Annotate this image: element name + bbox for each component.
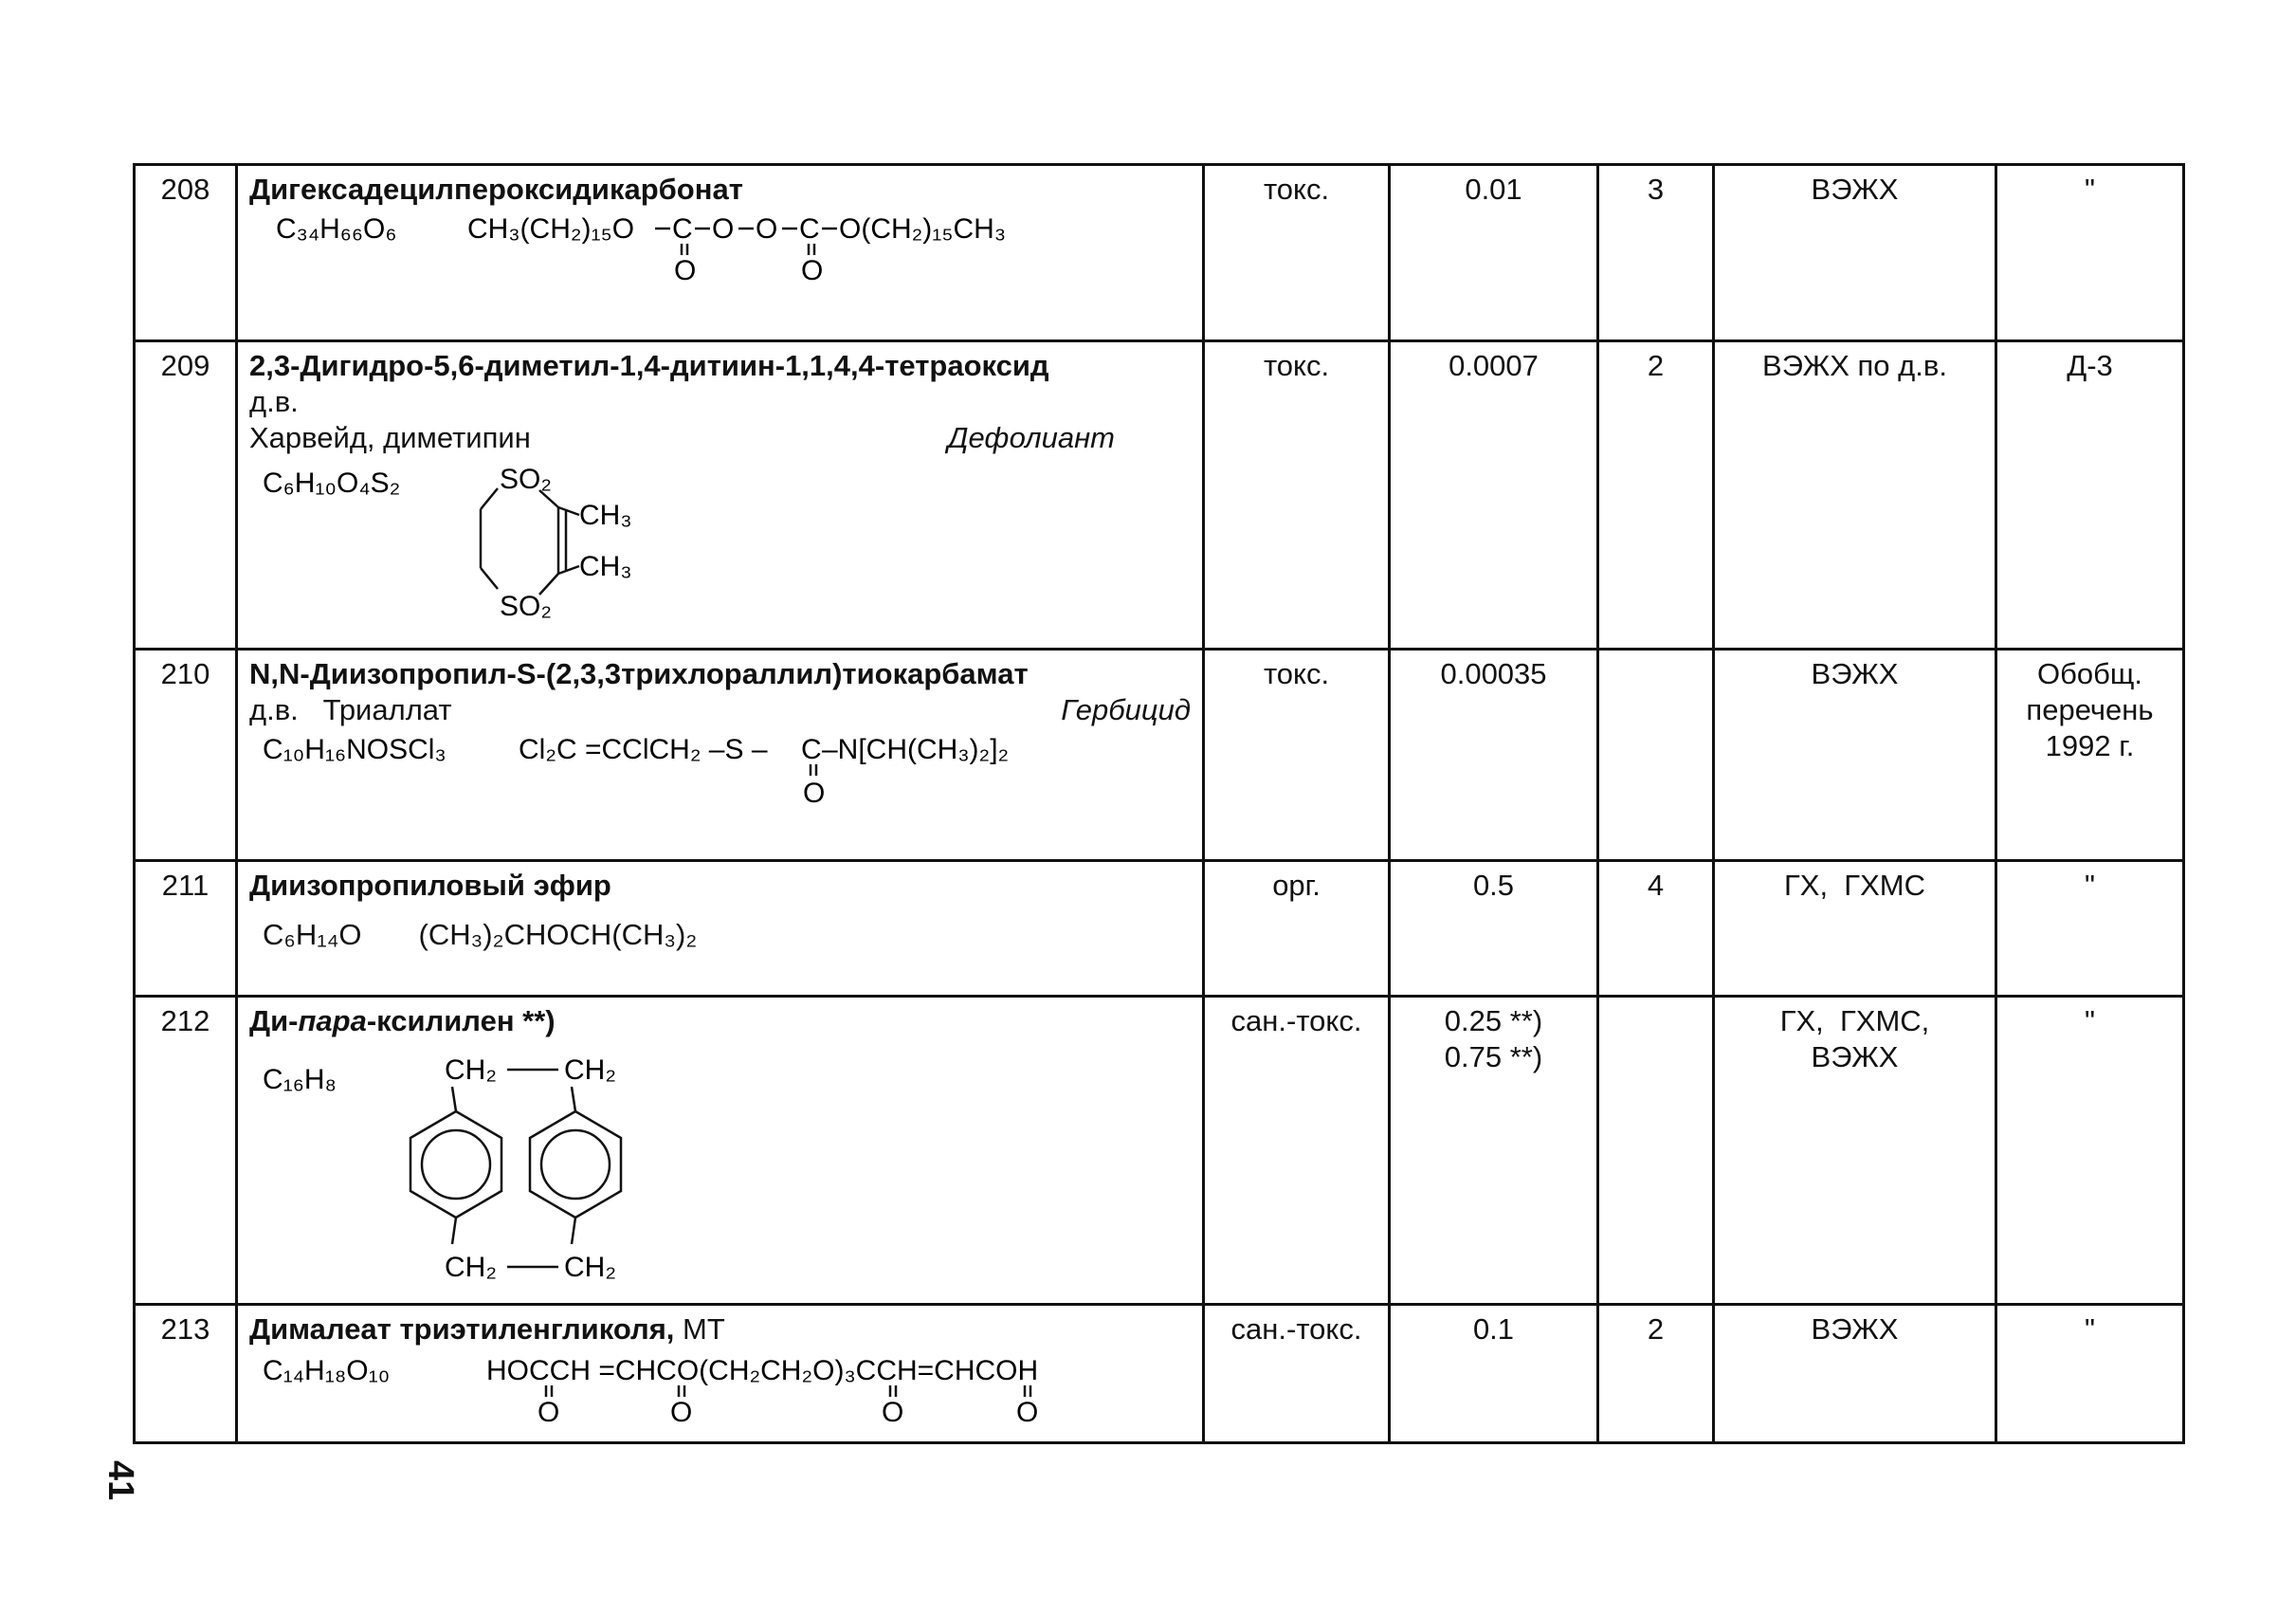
row-number: 213	[135, 1305, 237, 1443]
struct-part: SO₂	[500, 464, 552, 495]
note-cell: "	[1996, 997, 2184, 1305]
substance-name: N,N-Диизопропил-S-(2,3,3трихлораллил)тиокарбамат	[249, 657, 1029, 690]
molecular-formula: C₃₄H₆₆O₆	[276, 213, 397, 245]
method-cell: ВЭЖХ	[1714, 1305, 1996, 1443]
struct-part: O	[1016, 1397, 1039, 1427]
molecular-formula: C₁₀H₁₆NOSCl₃	[263, 734, 446, 765]
value-cell: 0.00035	[1390, 650, 1598, 861]
method-line: ГХ, ГХМС,	[1779, 1004, 1930, 1037]
row-number: 211	[135, 861, 237, 997]
value-cell: 0.0007	[1390, 341, 1598, 650]
value-cell	[1390, 997, 1598, 1305]
substance-note: д.в.	[249, 385, 299, 418]
method-line: ВЭЖХ	[1811, 1040, 1899, 1073]
structural-formula	[249, 208, 1188, 284]
method-cell	[1714, 997, 1996, 1305]
table-row	[135, 1305, 2184, 1443]
struct-part: O	[803, 778, 826, 809]
name-part: пара	[298, 1004, 367, 1037]
struct-part: O	[538, 1397, 560, 1427]
table-row	[135, 341, 2184, 650]
struct-part: CH₂	[564, 1054, 616, 1086]
molecular-formula: C₁₄H₁₈O₁₀	[263, 1355, 391, 1386]
note-cell: "	[1996, 861, 2184, 997]
structural-formula: (CH₃)₂CHOCH(CH₃)₂	[418, 918, 698, 951]
struct-part: –N[CH(CH₃)₂]₂	[822, 734, 1010, 765]
struct-part: CH₃	[579, 551, 632, 582]
struct-part: C	[672, 213, 693, 245]
substance-cell	[237, 165, 1204, 341]
struct-part: O	[712, 213, 735, 245]
substance-cell	[237, 650, 1204, 861]
struct-part: HOCCH =CHCO(CH₂CH₂O)₃CCH=CHCOH	[486, 1355, 1039, 1386]
method-cell: ВЭЖХ	[1714, 650, 1996, 861]
method-cell: ГХ, ГХМС	[1714, 861, 1996, 997]
effect-cell: сан.-токс.	[1204, 997, 1390, 1305]
note-cell: "	[1996, 165, 2184, 341]
substance-cell	[237, 1305, 1204, 1443]
substance-name	[249, 1003, 1191, 1039]
note-line: перечень	[2026, 693, 2154, 726]
note-line: 1992 г.	[2045, 729, 2135, 762]
substance-name: Диизопропиловый эфир	[249, 869, 611, 902]
substance-cell	[237, 861, 1204, 997]
substance-cell	[237, 341, 1204, 650]
struct-part: O(CH₂)₁₅CH₃	[839, 213, 1007, 245]
value-cell: 0.1	[1390, 1305, 1598, 1443]
value-line: 0.75 **)	[1444, 1040, 1543, 1073]
row-number: 209	[135, 341, 237, 650]
struct-part: O	[674, 255, 697, 284]
class-cell	[1598, 997, 1714, 1305]
table-row	[135, 861, 2184, 997]
row-number: 212	[135, 997, 237, 1305]
page-number: 41	[100, 1460, 140, 1501]
effect-cell: токс.	[1204, 165, 1390, 341]
class-cell: 2	[1598, 1305, 1714, 1443]
table-row	[135, 165, 2184, 341]
struct-part: SO₂	[500, 591, 552, 622]
struct-part: O	[670, 1397, 693, 1427]
struct-part: C	[799, 213, 820, 245]
substance-abbr: МТ	[683, 1312, 725, 1346]
struct-part: C	[801, 734, 822, 765]
row-number: 210	[135, 650, 237, 861]
class-cell: 2	[1598, 341, 1714, 650]
structural-formula	[249, 456, 1188, 627]
structural-formula	[249, 728, 1188, 810]
struct-part: CH₃	[579, 500, 632, 531]
struct-part: O	[756, 213, 778, 245]
substance-name: Дигексадецилпероксидикарбонат	[249, 173, 743, 206]
substance-cell	[237, 997, 1204, 1305]
substance-name: 2,3-Дигидро-5,6-диметил-1,4-дитиин-1,1,4,4-тетраоксид	[249, 349, 1049, 382]
value-line: 0.25 **)	[1444, 1004, 1543, 1037]
effect-cell: орг.	[1204, 861, 1390, 997]
usage-type: Гербицид	[1061, 693, 1191, 726]
name-part: Ди-	[249, 1004, 299, 1037]
substance-name: Дималеат триэтиленгликоля,	[249, 1312, 675, 1346]
struct-part: CH₂	[564, 1252, 616, 1283]
trade-names: д.в. Триаллат	[249, 693, 452, 726]
struct-part: O	[801, 255, 824, 284]
molecular-formula: C₁₆H₈	[263, 1064, 337, 1095]
structural-formula	[249, 1347, 1188, 1427]
note-cell: Д-3	[1996, 341, 2184, 650]
class-cell: 3	[1598, 165, 1714, 341]
substances-table	[133, 163, 2185, 1444]
structural-formula	[249, 1039, 1188, 1295]
table-row	[135, 997, 2184, 1305]
value-cell: 0.5	[1390, 861, 1598, 997]
note-cell	[1996, 650, 2184, 861]
struct-part: CH₂	[445, 1252, 497, 1283]
note-line: Обобщ.	[2037, 657, 2142, 690]
molecular-formula: C₆H₁₀O₄S₂	[263, 467, 401, 499]
struct-part: O	[882, 1397, 904, 1427]
effect-cell: токс.	[1204, 650, 1390, 861]
effect-cell: токс.	[1204, 341, 1390, 650]
method-cell: ВЭЖХ	[1714, 165, 1996, 341]
class-cell: 4	[1598, 861, 1714, 997]
effect-cell: сан.-токс.	[1204, 1305, 1390, 1443]
note-cell: "	[1996, 1305, 2184, 1443]
class-cell	[1598, 650, 1714, 861]
table-row	[135, 650, 2184, 861]
struct-part: CH₃(CH₂)₁₅O	[467, 213, 635, 245]
usage-type: Дефолиант	[947, 421, 1115, 454]
trade-names: Харвейд, диметипин	[249, 421, 531, 454]
molecular-formula: C₆H₁₄O	[263, 918, 362, 951]
value-cell: 0.01	[1390, 165, 1598, 341]
name-part: -ксилилен **)	[366, 1004, 556, 1037]
row-number: 208	[135, 165, 237, 341]
method-cell: ВЭЖХ по д.в.	[1714, 341, 1996, 650]
struct-part: CH₂	[445, 1054, 497, 1086]
struct-part: Cl₂C =CClCH₂ –S –	[519, 734, 768, 765]
